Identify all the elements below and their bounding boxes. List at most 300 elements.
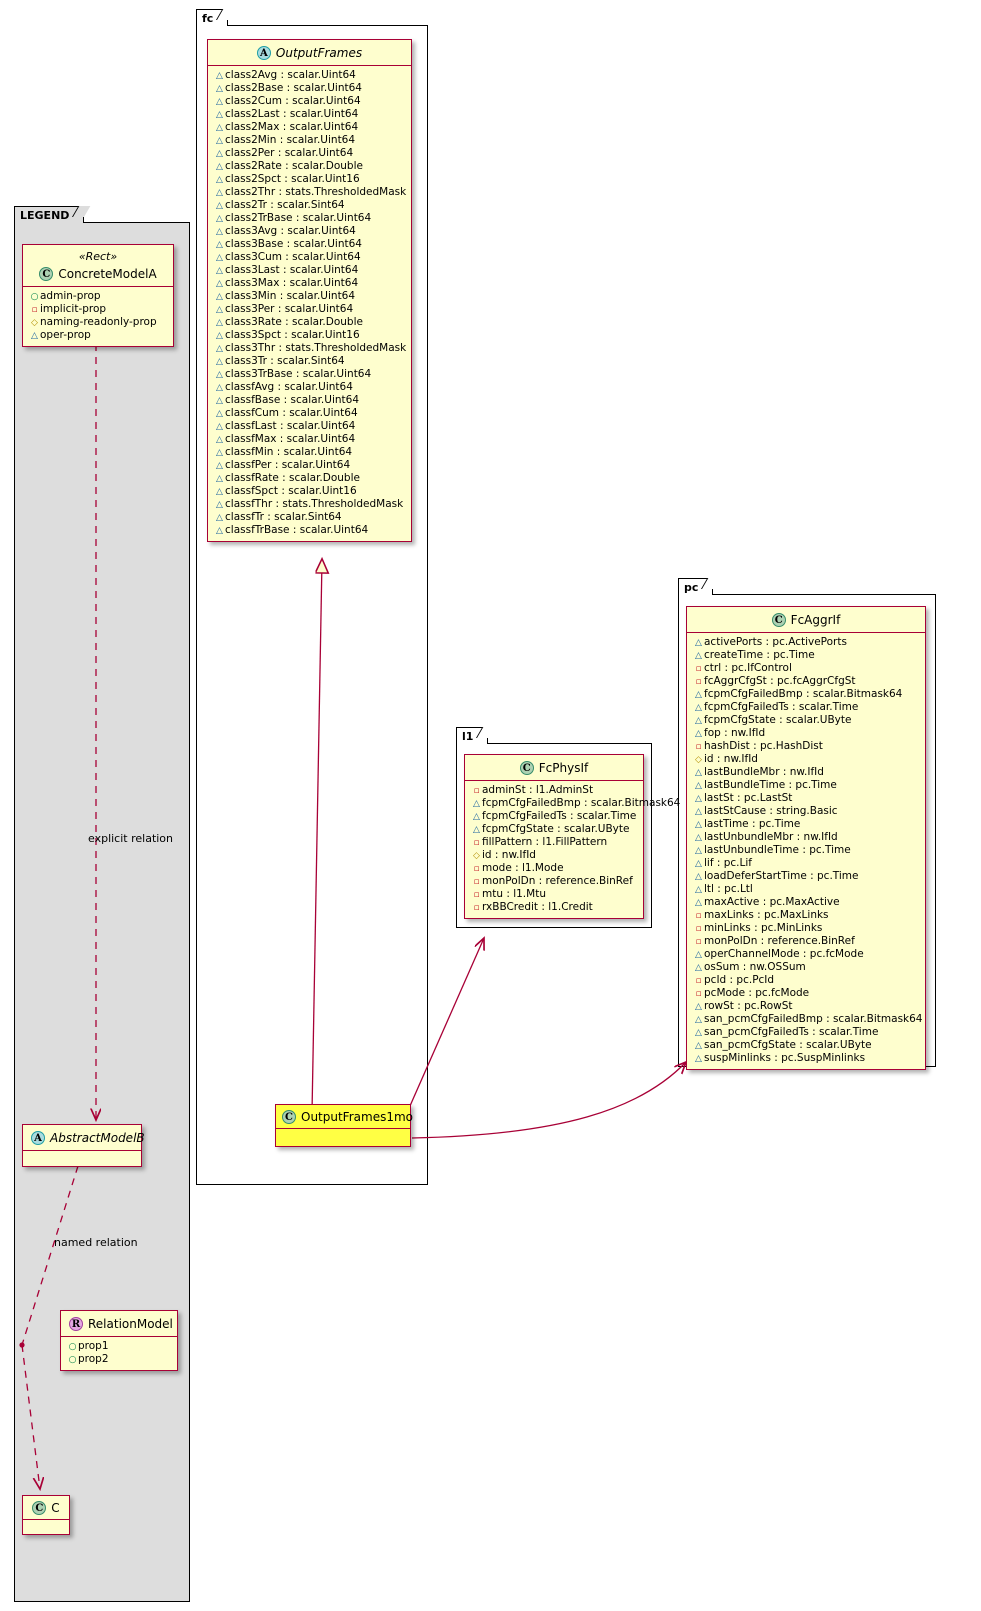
attribute-label: loadDeferStartTime : pc.Time [704,869,859,882]
attribute-row [691,766,921,779]
attribute-row [691,1013,921,1026]
attribute-row [212,69,407,82]
attribute-label: class3Base : scalar.Uint64 [225,237,362,250]
class-fc-phys-if[interactable] [464,754,681,919]
attribute-label: san_pcmCfgFailedBmp : scalar.Bitmask64 [704,1012,923,1025]
visibility-package-icon: △ [216,421,223,432]
attribute-row [212,290,407,303]
attribute-label: lastStCause : string.Basic [704,804,838,817]
attribute-label: lastTime : pc.Time [704,817,801,830]
attribute-label: mtu : l1.Mtu [482,887,546,900]
class-abstract-model-b-header [23,1125,145,1150]
class-badge-icon: A [31,1131,45,1145]
attribute-row [212,329,407,342]
visibility-package-icon: △ [216,187,223,198]
visibility-private-icon: ▫ [695,975,702,986]
class-title: OutputFrames [275,45,363,60]
attribute-label: lastUnbundleMbr : nw.IfId [704,830,838,843]
class-relation-model-header [61,1311,177,1337]
visibility-package-icon: △ [695,845,702,856]
visibility-package-icon: △ [216,148,223,159]
visibility-package-icon: △ [695,702,702,713]
attribute-label: activePorts : pc.ActivePorts [704,635,847,648]
visibility-package-icon: △ [695,832,702,843]
class-output-frames[interactable] [207,39,412,542]
visibility-package-icon: △ [216,135,223,146]
visibility-package-icon: △ [216,200,223,211]
attribute-row [212,433,407,446]
attribute-label: classfPer : scalar.Uint64 [225,458,351,471]
attribute-label: class2Thr : stats.ThresholdedMask [225,185,407,198]
attribute-label: classfSpct : scalar.Uint16 [225,484,357,497]
visibility-package-icon: △ [695,1027,702,1038]
class-attributes [61,1337,177,1370]
visibility-package-icon: △ [216,304,223,315]
package-legend [14,209,190,1602]
visibility-package-icon: △ [695,806,702,817]
visibility-private-icon: ▫ [473,785,480,796]
visibility-private-icon: ▫ [473,876,480,887]
attribute-row [691,896,921,909]
attribute-row [691,649,921,662]
attribute-label: monPolDn : reference.BinRef [704,934,855,947]
class-fc-aggr-if-header [687,607,925,633]
visibility-package-icon: △ [695,728,702,739]
visibility-package-icon: △ [695,897,702,908]
attribute-row [691,1026,921,1039]
visibility-package-icon: △ [216,369,223,380]
visibility-package-icon: △ [216,460,223,471]
class-title: ConcreteModelA [58,266,157,281]
visibility-package-icon: △ [216,96,223,107]
attribute-row [212,472,407,485]
visibility-package-icon: △ [216,512,223,523]
attribute-row [691,935,921,948]
attribute-row [212,186,407,199]
visibility-package-icon: △ [216,122,223,133]
attribute-row [469,836,639,849]
attribute-label: class3Tr : scalar.Sint64 [225,354,345,367]
attribute-label: classfMin : scalar.Uint64 [225,445,353,458]
attribute-row [212,394,407,407]
attribute-label: fcpmCfgFailedTs : scalar.Time [482,809,637,822]
package-pc-tab: pc [678,578,713,595]
class-output-frames-1mo[interactable] [275,1104,411,1147]
class-output-frames-1mo-header [276,1105,413,1129]
visibility-package-icon: △ [695,793,702,804]
visibility-private-icon: ▫ [695,741,702,752]
attribute-label: classfThr : stats.ThresholdedMask [225,497,404,510]
attribute-label: oper-prop [40,328,91,341]
attribute-row [212,160,407,173]
attribute-label: adminSt : l1.AdminSt [482,783,594,796]
visibility-protected-icon: ◇ [473,850,480,861]
class-badge-icon: R [69,1317,83,1331]
attribute-label: fcpmCfgFailedBmp : scalar.Bitmask64 [704,687,903,700]
attribute-label: class3Per : scalar.Uint64 [225,302,354,315]
attribute-label: prop1 [78,1339,109,1352]
attribute-label: ltl : pc.Ltl [704,882,753,895]
attribute-row [469,810,639,823]
attribute-row [212,355,407,368]
attribute-label: rowSt : pc.RowSt [704,999,793,1012]
edge-label-named-relation: named relation [54,1236,138,1249]
visibility-package-icon: △ [216,83,223,94]
attribute-label: fillPattern : l1.FillPattern [482,835,608,848]
attribute-row [212,485,407,498]
attribute-row [212,251,407,264]
attribute-label: rxBBCredit : l1.Credit [482,900,593,913]
visibility-package-icon: △ [216,291,223,302]
attribute-row [212,264,407,277]
attribute-row [212,459,407,472]
class-title: FcAggrIf [790,612,841,627]
attribute-label: class3Max : scalar.Uint64 [225,276,359,289]
visibility-package-icon: △ [695,819,702,830]
attribute-label: operChannelMode : pc.fcMode [704,947,864,960]
attribute-row [212,173,407,186]
visibility-package-icon: △ [695,1040,702,1051]
visibility-package-icon: △ [216,408,223,419]
attribute-row [212,381,407,394]
visibility-package-icon: △ [216,239,223,250]
visibility-private-icon: ▫ [473,863,480,874]
attribute-label: maxActive : pc.MaxActive [704,895,840,908]
attribute-label: class2Cum : scalar.Uint64 [225,94,361,107]
attribute-label: classfRate : scalar.Double [225,471,360,484]
visibility-package-icon: △ [216,499,223,510]
visibility-private-icon: ▫ [473,837,480,848]
class-legend-c-header [23,1496,69,1519]
attribute-label: prop2 [78,1352,109,1365]
visibility-private-icon: ▫ [695,923,702,934]
attribute-row [65,1340,173,1353]
visibility-package-icon: △ [216,330,223,341]
class-attributes [23,1150,141,1166]
attribute-label: suspMinlinks : pc.SuspMinlinks [704,1051,866,1064]
visibility-package-icon: △ [695,650,702,661]
attribute-row [691,831,921,844]
attribute-label: mode : l1.Mode [482,861,564,874]
attribute-row [691,1000,921,1013]
attribute-row [469,862,639,875]
visibility-package-icon: △ [695,780,702,791]
class-attributes [687,633,925,1069]
class-title: OutputFrames1mo [301,1109,413,1124]
attribute-row [469,875,639,888]
attribute-row [469,901,639,914]
attribute-label: implicit-prop [40,302,107,315]
visibility-package-icon: △ [216,434,223,445]
visibility-package-icon: △ [473,798,480,809]
attribute-label: fop : nw.IfId [704,726,766,739]
attribute-label: class3Cum : scalar.Uint64 [225,250,361,263]
package-l1-tab: l1 [456,727,488,744]
attribute-label: classfCum : scalar.Uint64 [225,406,358,419]
visibility-private-icon: ▫ [473,889,480,900]
attribute-label: osSum : nw.OSSum [704,960,806,973]
attribute-label: classfMax : scalar.Uint64 [225,432,356,445]
attribute-row [691,974,921,987]
class-title: FcPhysIf [538,760,589,775]
package-legend-tab: LEGEND [14,206,84,223]
attribute-label: san_pcmCfgState : scalar.UByte [704,1038,872,1051]
visibility-package-icon: △ [216,356,223,367]
attribute-label: class2Min : scalar.Uint64 [225,133,356,146]
attribute-row [212,407,407,420]
visibility-package-icon: △ [216,317,223,328]
attribute-row [212,147,407,160]
attribute-label: lastUnbundleTime : pc.Time [704,843,851,856]
visibility-package-icon: △ [695,715,702,726]
class-fc-aggr-if[interactable] [686,606,926,1070]
attribute-label: lastSt : pc.LastSt [704,791,793,804]
attribute-label: classfTrBase : scalar.Uint64 [225,523,369,536]
attribute-label: san_pcmCfgFailedTs : scalar.Time [704,1025,879,1038]
attribute-row [27,290,169,303]
visibility-package-icon: △ [216,174,223,185]
class-badge-icon: A [257,46,271,60]
visibility-package-icon: △ [695,1001,702,1012]
visibility-package-icon: △ [473,824,480,835]
attribute-row [691,779,921,792]
attribute-label: class3Avg : scalar.Uint64 [225,224,356,237]
attribute-label: class3Thr : stats.ThresholdedMask [225,341,407,354]
attribute-label: classfLast : scalar.Uint64 [225,419,356,432]
visibility-private-icon: ▫ [695,663,702,674]
visibility-package-icon: △ [695,1014,702,1025]
visibility-package-icon: △ [695,767,702,778]
visibility-package-icon: △ [216,226,223,237]
attribute-row [691,701,921,714]
attribute-label: fcpmCfgState : scalar.UByte [704,713,852,726]
attribute-row [691,818,921,831]
class-attributes [23,287,173,346]
class-badge-icon: C [39,267,53,281]
attribute-label: naming-readonly-prop [40,315,157,328]
attribute-label: ctrl : pc.IfControl [704,661,792,674]
class-concrete-model-a-header [23,245,173,287]
attribute-row [691,792,921,805]
attribute-label: lastBundleTime : pc.Time [704,778,837,791]
attribute-label: class2Base : scalar.Uint64 [225,81,362,94]
attribute-row [691,1052,921,1065]
visibility-package-icon: △ [216,525,223,536]
visibility-package-icon: △ [216,213,223,224]
attribute-label: class2Last : scalar.Uint64 [225,107,359,120]
attribute-row [691,636,921,649]
visibility-package-icon: △ [216,252,223,263]
attribute-row [27,329,169,342]
attribute-row [691,883,921,896]
attribute-label: fcpmCfgFailedTs : scalar.Time [704,700,859,713]
attribute-row [212,446,407,459]
visibility-package-icon: △ [216,382,223,393]
visibility-package-icon: △ [216,265,223,276]
attribute-label: minLinks : pc.MinLinks [704,921,823,934]
visibility-private-icon: ▫ [695,676,702,687]
attribute-label: class3Rate : scalar.Double [225,315,363,328]
attribute-row [212,95,407,108]
visibility-public-icon: ○ [68,1354,77,1365]
attribute-row [212,524,407,537]
visibility-package-icon: △ [695,884,702,895]
attribute-row [212,277,407,290]
class-abstract-model-b[interactable] [22,1124,145,1167]
attribute-row [27,303,169,316]
attribute-row [691,870,921,883]
attribute-row [212,212,407,225]
class-title: RelationModel [88,1316,173,1331]
attribute-label: classfBase : scalar.Uint64 [225,393,359,406]
attribute-row [212,199,407,212]
visibility-package-icon: △ [216,343,223,354]
visibility-private-icon: ▫ [695,910,702,921]
class-concrete-model-a[interactable] [22,244,174,347]
visibility-package-icon: △ [216,70,223,81]
attribute-row [691,922,921,935]
attribute-row [691,987,921,1000]
attribute-row [212,121,407,134]
attribute-label: class3Spct : scalar.Uint16 [225,328,360,341]
attribute-row [691,688,921,701]
attribute-row [691,948,921,961]
visibility-package-icon: △ [695,871,702,882]
visibility-package-icon: △ [695,858,702,869]
attribute-row [691,909,921,922]
attribute-label: class2Tr : scalar.Sint64 [225,198,345,211]
attribute-row [212,225,407,238]
attribute-label: fcAggrCfgSt : pc.fcAggrCfgSt [704,674,856,687]
attribute-row [65,1353,173,1366]
visibility-private-icon: ▫ [695,988,702,999]
attribute-label: class3TrBase : scalar.Uint64 [225,367,372,380]
visibility-public-icon: ○ [30,291,39,302]
visibility-protected-icon: ◇ [31,317,38,328]
attribute-row [212,303,407,316]
class-badge-icon: C [520,761,534,775]
attribute-row [212,108,407,121]
attribute-label: class3Last : scalar.Uint64 [225,263,359,276]
class-output-frames-header [208,40,411,66]
attribute-row [212,82,407,95]
attribute-label: id : nw.IfId [704,752,758,765]
visibility-protected-icon: ◇ [695,754,702,765]
class-attributes [23,1519,69,1534]
attribute-label: class2Avg : scalar.Uint64 [225,68,356,81]
attribute-row [212,238,407,251]
visibility-package-icon: △ [695,1053,702,1064]
attribute-row [212,316,407,329]
visibility-private-icon: ▫ [695,936,702,947]
class-attributes [208,66,411,541]
class-badge-icon: C [32,1501,46,1515]
class-badge-icon: C [282,1110,296,1124]
visibility-private-icon: ▫ [31,304,38,315]
visibility-package-icon: △ [31,330,38,341]
attribute-label: lif : pc.Lif [704,856,752,869]
attribute-row [691,1039,921,1052]
attribute-row [469,823,639,836]
visibility-package-icon: △ [695,949,702,960]
class-badge-icon: C [772,613,786,627]
attribute-row [212,511,407,524]
attribute-label: fcpmCfgState : scalar.UByte [482,822,630,835]
class-attributes [276,1129,410,1146]
visibility-package-icon: △ [695,637,702,648]
attribute-row [469,888,639,901]
attribute-label: classfTr : scalar.Sint64 [225,510,342,523]
attribute-label: class2Spct : scalar.Uint16 [225,172,360,185]
attribute-row [691,805,921,818]
attribute-row [212,420,407,433]
attribute-label: hashDist : pc.HashDist [704,739,823,752]
class-title: C [51,1500,60,1515]
visibility-package-icon: △ [216,278,223,289]
class-fc-phys-if-header [465,755,643,781]
edge-label-explicit-relation: explicit relation [88,832,174,845]
visibility-package-icon: △ [216,486,223,497]
class-attributes [465,781,681,918]
attribute-label: class2TrBase : scalar.Uint64 [225,211,372,224]
attribute-label: admin-prop [40,289,101,302]
attribute-label: class3Min : scalar.Uint64 [225,289,356,302]
class-legend-c[interactable] [22,1495,70,1535]
attribute-label: classfAvg : scalar.Uint64 [225,380,353,393]
visibility-package-icon: △ [216,161,223,172]
package-fc-tab: fc [196,9,228,26]
attribute-row [691,844,921,857]
visibility-package-icon: △ [216,109,223,120]
attribute-row [469,796,681,810]
visibility-package-icon: △ [216,473,223,484]
attribute-label: maxLinks : pc.MaxLinks [704,908,829,921]
visibility-public-icon: ○ [68,1341,77,1352]
attribute-row [691,662,921,675]
visibility-package-icon: △ [695,962,702,973]
attribute-row [27,316,169,329]
attribute-label: class2Max : scalar.Uint64 [225,120,359,133]
attribute-label: class2Per : scalar.Uint64 [225,146,354,159]
visibility-package-icon: △ [216,447,223,458]
attribute-label: lastBundleMbr : nw.IfId [704,765,824,778]
attribute-row [212,342,407,355]
attribute-label: monPolDn : reference.BinRef [482,874,633,887]
visibility-package-icon: △ [473,811,480,822]
attribute-row [691,714,921,727]
attribute-row [212,498,407,511]
attribute-row [469,784,639,797]
class-relation-model[interactable] [60,1310,178,1371]
attribute-row [691,740,921,753]
attribute-row [691,727,921,740]
attribute-row [691,753,921,766]
attribute-label: pcId : pc.PcId [704,973,775,986]
class-title: AbstractModelB [50,1130,145,1145]
visibility-private-icon: ▫ [473,902,480,913]
attribute-row [212,134,407,147]
attribute-row [469,849,639,862]
attribute-label: fcpmCfgFailedBmp : scalar.Bitmask64 [482,796,681,809]
attribute-row [212,368,407,381]
attribute-row [691,961,921,974]
attribute-label: createTime : pc.Time [704,648,815,661]
attribute-row [691,857,921,870]
visibility-package-icon: △ [216,395,223,406]
class-stereotype: «Rect» [78,250,118,263]
attribute-label: class2Rate : scalar.Double [225,159,363,172]
attribute-row [691,675,921,688]
